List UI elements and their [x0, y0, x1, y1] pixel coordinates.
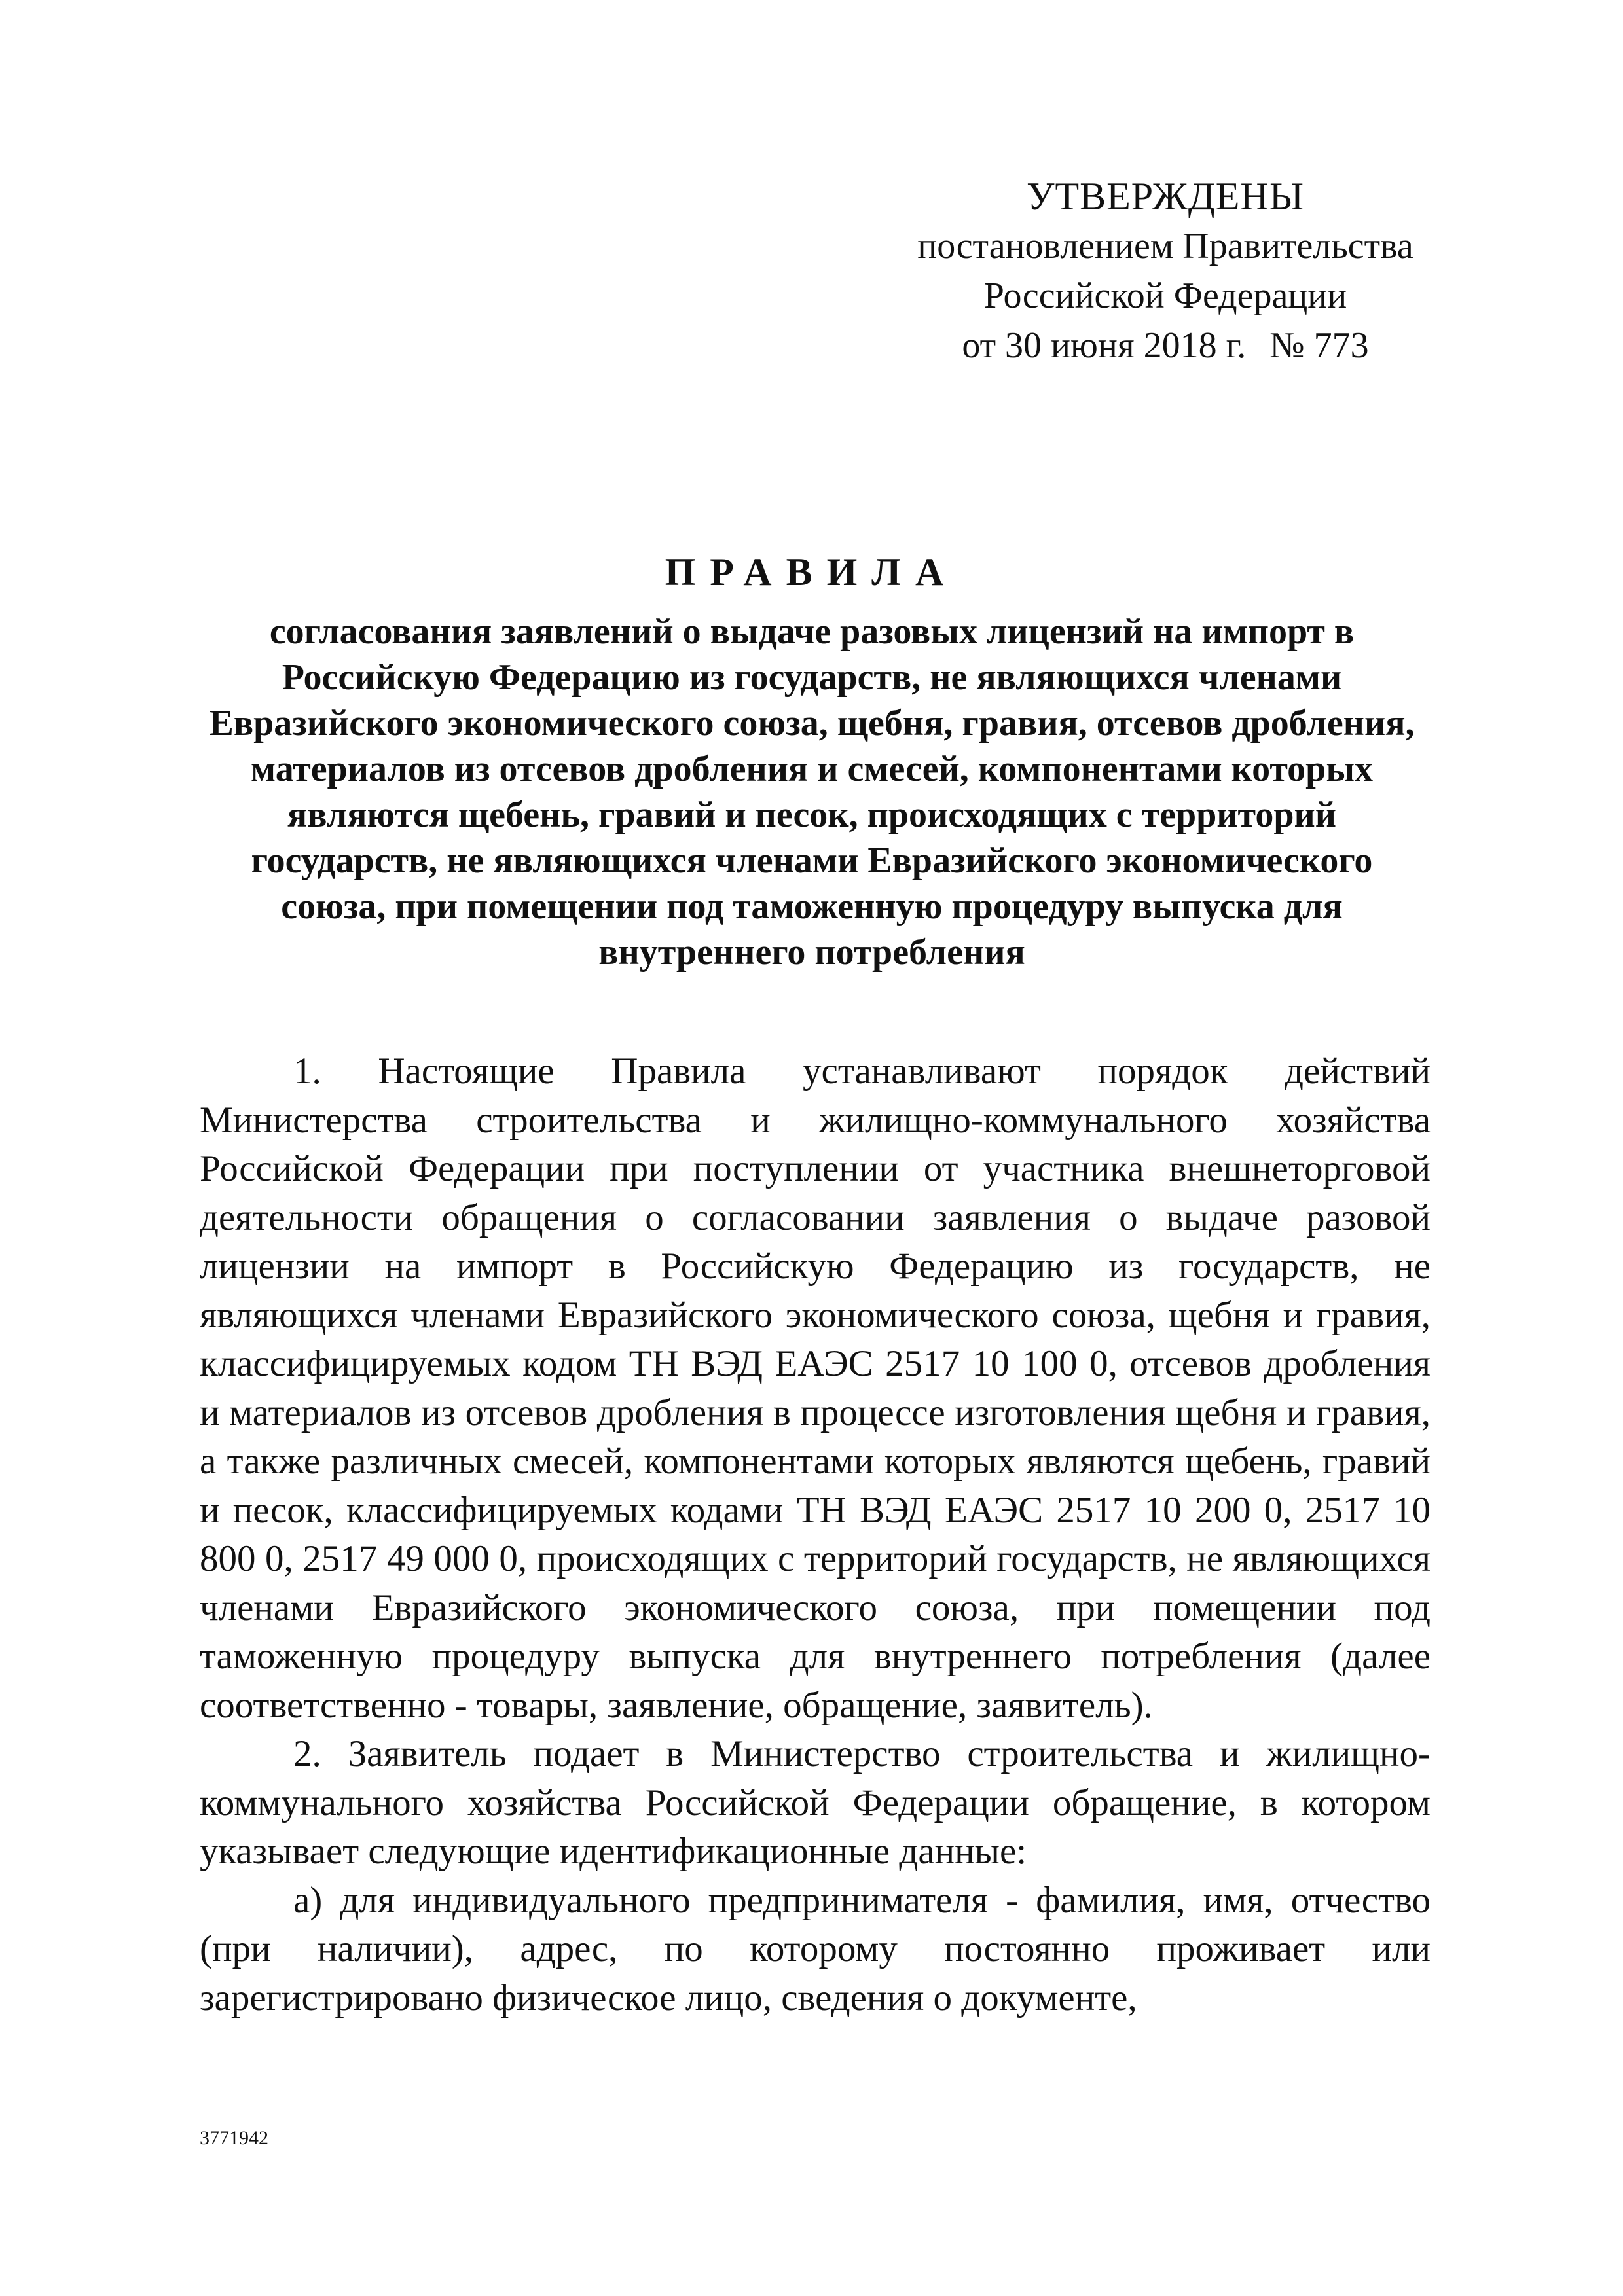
approval-heading: УТВЕРЖДЕНЫ — [1026, 175, 1305, 218]
approval-line-federation: Российской Федерации — [983, 276, 1347, 316]
paragraph-2a: а) для индивидуального предпринимателя - фамилия, имя, отчество (при наличии), адрес, по которому постоянно проживает или зарегистрировано физическое лицо, сведения о документе, — [200, 1879, 1431, 2018]
document-code: 3771942 — [200, 2127, 268, 2149]
approval-block — [871, 171, 1460, 370]
approval-date-line — [871, 321, 1460, 370]
document-body — [200, 1047, 1431, 2022]
approval-date: от 30 июня 2018 г. — [962, 325, 1247, 366]
rules-subtitle: согласования заявлений о выдаче разовых лицензий на импорт в Российскую Федерацию из государств, не являющихся членами Евразийского экономического союза, щебня, гравия, отсевов дробления, материалов из отсевов дробления и смесей, компонентами которых являются щебень, гравий и песок, происходящих с территорий государств, не являющихся членами Евразийского экономического союза, при помещении под таможенную процедуру выпуска для внутреннего потребления — [209, 611, 1415, 973]
paragraph-1: 1. Настоящие Правила устанавливают порядок действий Министерства строительства и жилищно-коммунального хозяйства Российской Федерации при поступлении от участника внешнеторговой деятельности обращения о согласовании заявления о выдаче разовой лицензии на импорт в Российскую Федерацию из государств, не являющихся членами Евразийского экономического союза, щебня и гравия, классифицируемых кодом ТН ВЭД ЕАЭС 2517 10 100 0, отсевов дробления и материалов из отсевов дробления в процессе изготовления щебня и гравия, а также различных смесей, компонентами которых являются щебень, гравий и песок, классифицируемых кодами ТН ВЭД ЕАЭС 2517 10 200 0, 2517 10 800 0, 2517 49 000 0, происходящих с территорий государств, не являющихся членами Евразийского экономического союза, при помещении под таможенную процедуру выпуска для внутреннего потребления (далее соответственно - товары, заявление, обращение, заявитель). — [200, 1050, 1431, 1726]
rules-title: ПРАВИЛА — [665, 550, 958, 594]
paragraph-2: 2. Заявитель подает в Министерство строительства и жилищно-коммунального хозяйства Российской Федерации обращение, в котором указывает следующие идентификационные данные: — [200, 1733, 1431, 1872]
approval-number-sign: № — [1269, 325, 1305, 366]
approval-line-decree: постановлением Правительства — [917, 226, 1413, 266]
approval-number: 773 — [1313, 325, 1369, 366]
